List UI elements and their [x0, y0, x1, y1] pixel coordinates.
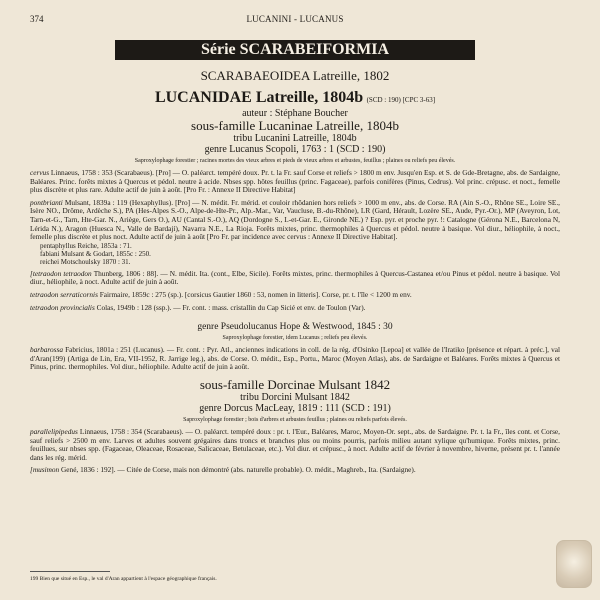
- synonym: reichei Motschoulsky 1870 : 31.: [40, 257, 131, 266]
- genus-note: Saproxylophage forestier ; racines mortes des vieux arbres et pieds de vieux arbres et arbustes, feuillus ; plaines ou reliefs peu élevés.: [134, 158, 456, 164]
- subfamily-heading-dorcinae: sous-famille Dorcinae Mulsant 1842: [199, 376, 391, 392]
- species-entry: barbarossa Fabricius, 1801a : 251 (Lucanus). — Fr. cont. : Pyr. Atl., anciennes indications in coll. de la rég. d'Osinko [Lepoa] et vallée de l'Iratiko [présence et répart. à préc.], val d'Aran(199) (Artiga de Lin, Era, VII-1952, R. Jarrige leg.), abs. de Corse. O. médit., Esp., Portu., Maroc (Moyen Atlas), abs. de Sardaigne et Baléares. Forêts mixtes à Quercus et Pinus, princ. thermophiles. Vol diur., héliophile. Adulte actif de juin à août.: [30, 345, 560, 372]
- stamp-icon: [556, 540, 592, 588]
- tribe-heading-dorcini: tribu Dorcini Mulsant 1842: [240, 391, 350, 403]
- genus-note: Saproxylophage forestier, idem Lucanus ; reliefs peu élevés.: [222, 335, 368, 342]
- series-banner: Série SCARABEIFORMIA: [115, 40, 475, 60]
- footnote: 199 Bien que situé en Esp., le val d'Aran appartient à l'espace géographique français.: [30, 576, 217, 582]
- species-entry: [tetraodon tetraodon Thunberg, 1806 : 88]. — N. médit. Ita. (cont., Elbe, Sicile). Forêts mixtes, princ. thermophiles à Quercus-Castanea et/ou Pinus et pédol. neutre à basique. Vol diur., héliophile, à noct. Adulte actif de juin à août.: [30, 268, 560, 287]
- family-ref: (SCD : 190) [CPC 3-63]: [366, 96, 436, 104]
- genus-heading-pseudolucanus: genre Pseudolucanus Hope & Westwood, 1845 : 30: [197, 322, 393, 333]
- genus-heading: genre Lucanus Scopoli, 1763 : 1 (SCD : 190): [204, 144, 386, 155]
- species-entry: tetraodon provincialis Colas, 1949b : 128 (ssp.). — Fr. cont. : mass. cristallin du Cap Sicié et env. de Toulon (Var).: [30, 302, 366, 312]
- species-entry: [musimon Gené, 1836 : 192]. — Citée de Corse, mais non démontré (abs. naturelle probable). O. médit., Maghreb., Ita. (Sardaigne).: [30, 465, 416, 475]
- subfamily-heading: sous-famille Lucaninae Latreille, 1804b: [191, 118, 399, 133]
- species-entry: cervus Linnaeus, 1758 : 353 (Scarabaeus). [Pro] — O. paléarct. tempéré doux. Pr. t. la Fr. sauf Corse et reliefs > 1800 m env. Jusqu'en Esp. et S. de Gde-Bretagne, abs. de Sardaigne, Baléares. Princ. forêts mixtes à Quercus et pédol. neutre à acide. Nbses spp. hôtes feuillus (princ. Fagaceae), parfois conifères (Pinus, Cedrus). Vol princ. crépusc. et noct., femelle plus discrète et plus rare. Adulte actif de juin à août. [Pro Fr. : Annexe II Directive Habitat]: [30, 168, 560, 195]
- running-title: LUCANINI - LUCANUS: [246, 14, 344, 24]
- species-entry: parallelipipedus Linnaeus, 1758 : 354 (Scarabaeus). — O. paléarct. tempéré doux : pr. t. l'Eur., Baléares, Maroc, Moyen-Or. sept., abs. de Sardaigne. Pr. t. la Fr., îles cont. et Corse, sauf reliefs > 2500 m env. Larves et adultes souvent grégaires dans troncs et branches plus ou moins pourris, parfois milieu autant xylique qu'humique. Forêts mixtes, princ. feuillues, sur nbses spp. (Fagaceae, Oleaceae, Rosaceae, Salicaceae, Betulaceae, etc.). Vol diur. et crépusc., à noct. Adulte actif de février à novembre, hiverne, présent pr. t. l'année dans les rég. mérid.: [30, 426, 560, 462]
- species-entry: pontbrianti Mulsant, 1839a : 119 (Hexaphyllus). [Pro] — N. médit. Fr. mérid. et couloir rhôdanien hors reliefs > 1000 m env., abs. de Corse. RA (Ain S.-O., Rhône SE., Loire SE., Isère NO., Drôme, Ardèche S.), PA (Hes-Alpes S.-O., Alpe-de-Hte-Pr., Alp.-Mar., Var, Vaucluse, B.-du-Rhône), LR (Gard, Hérault, Lozère SE., Aude, Pyr.-Or.), MP (Aveyron, Lot, Tarn-et-G., Tarn, Hte-Gar. N., Ariège, Gers O.), AU (Cantal S.-O.), AQ (Dordogne S., L-et-Gar. E., Gironde NE.) ? Esp. pyr. et proche pyr. !: Catalogne (Gérona N.E., Barcelona N, Lérida N.), Aragon (Huesca N., Valle de Bardají), Navarra N.E., La Rioja. Forêts mixtes, princ. thermophiles à Quercus et pédol. neutre à basique. Vol diur., héliophile, à noct., femelle plus discrète et plus noct. Adulte actif de juin à août [Pro Fr. par incidence avec cervus : Annexe II Directive Habitat].: [30, 197, 561, 242]
- species-entry: tetraodon serraticornis Fairmaire, 1859c : 275 (sp.). [corsicus Gautier 1860 : 53, nomen in litteris]. Corse, pr. t. l'île < 1200 m env.: [30, 289, 412, 299]
- author-line: auteur : Stéphane Boucher: [242, 108, 348, 119]
- synonym: fabiani Mulsant & Godart, 1855c : 250.: [40, 249, 151, 258]
- genus-note: Saproxylophage forestier ; bois d'arbres et arbustes feuillus ; plaines ou reliefs parfois élevés.: [183, 416, 407, 423]
- family-name: LUCANIDAE Latreille, 1804b: [154, 89, 364, 106]
- footnote-rule: [30, 571, 110, 572]
- family-heading: [30, 90, 560, 108]
- page-header: [30, 10, 560, 28]
- genus-heading-dorcus: genre Dorcus MacLeay, 1819 : 111 (SCD : 191): [199, 402, 391, 414]
- tribe-heading: tribu Lucanini Latreille, 1804b: [233, 133, 357, 144]
- superfamily-heading: SCARABAEOIDEA Latreille, 1802: [200, 68, 390, 83]
- page-number: 374: [30, 14, 44, 24]
- synonym: pentaphyllus Reiche, 1853a : 71.: [40, 241, 132, 250]
